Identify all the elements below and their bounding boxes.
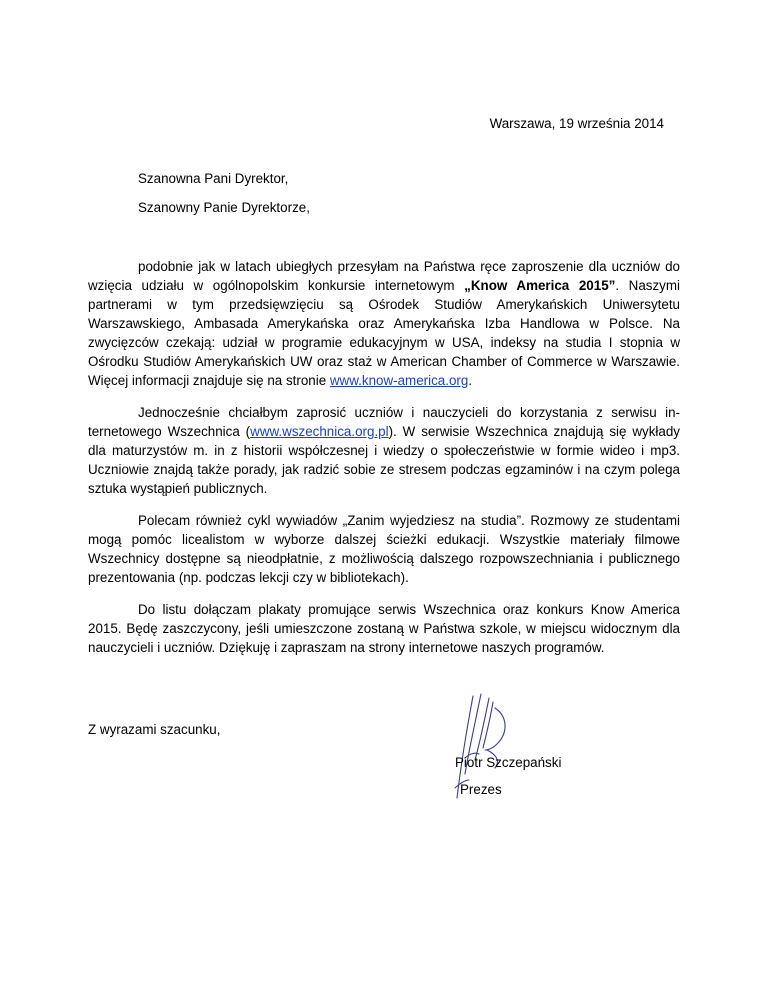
signer-title: Prezes xyxy=(460,782,502,797)
paragraph-interviews: Polecam również cykl wywiadów „Zanim wyjedziesz na studia”. Rozmowy ze studentami mogą pomóc licealistom w wyborze dalszej ścieżki edukacji. Wszystkie materiały filmowe Wszechnicy dostępne są nieodpłatnie, z możliwością dalszego rozpowszechniania i publicznego prezentowania (np. podczas lekcji czy w bibliotekach). xyxy=(88,513,680,585)
closing-phrase: Z wyrazami szacunku, xyxy=(88,722,221,737)
p1-text-after: . xyxy=(468,373,473,388)
p1-text-middle: . Naszymi partnerami w tym przedsięwzięciu są Ośrodek Studiów Amerykańskich Uniwersytetu Warszawskiego, Ambasada Amerykańska oraz Amerykańska Izba Handlowa w Polsce. Na zwycięzców czekają: udział w programie edukacyjnym w USA, indeksy na studia I stopnia w Ośrodku Studiów Amerykańskich UW oraz staż w American Chamber of Commerce w Warszawie. Więcej informacji znajduje się na stronie xyxy=(88,278,680,388)
know-america-link[interactable]: www.know-america.org xyxy=(329,373,469,388)
paragraph-posters: Do listu dołączam plakaty promujące serwis Wszechnica oraz konkurs Know America 2015. Będę zaszczycony, jeśli umieszczone zostaną w Państwa szkole, w miejscu widocznym dla nauczycieli i uczniów. Dziękuję i zapraszam na strony internetowe naszych programów. xyxy=(88,602,680,655)
letter-date: Warszawa, 19 września 2014 xyxy=(489,116,664,131)
paragraph-wszechnica xyxy=(88,403,680,498)
p1-text-before: podobnie jak w latach ubiegłych przesyłam na Państwa ręce zaproszenie dla uczniów do wzięcia udziału w ogólnopolskim konkursie internetowym xyxy=(88,259,680,293)
salutation-male: Szanowny Panie Dyrektorze, xyxy=(138,200,310,215)
wszechnica-link[interactable]: www.wszechnica.org.pl xyxy=(250,424,389,439)
contest-name: „Know America 2015” xyxy=(464,278,616,293)
p2-text-after: ). W serwisie Wszechnica znajdują się wykłady dla maturzystów m. in z historii współczesnej i wiedzy o społeczeństwie w formie wideo i mp3. Uczniowie znajdą także porady, jak radzić sobie ze stresem podczas egzaminów i na czym polega sztuka wystąpień publicznych. xyxy=(88,424,680,496)
letter-body xyxy=(88,257,680,670)
signer-name: Piotr Szczepański xyxy=(455,755,562,770)
paragraph-know-america xyxy=(88,257,680,390)
p2-text-before: Jednocześnie chciałbym zaprosić uczniów i nauczycieli do korzystania z serwisu internetowego Wszechnica ( xyxy=(88,405,680,439)
salutation-female: Szanowna Pani Dyrektor, xyxy=(138,171,289,186)
